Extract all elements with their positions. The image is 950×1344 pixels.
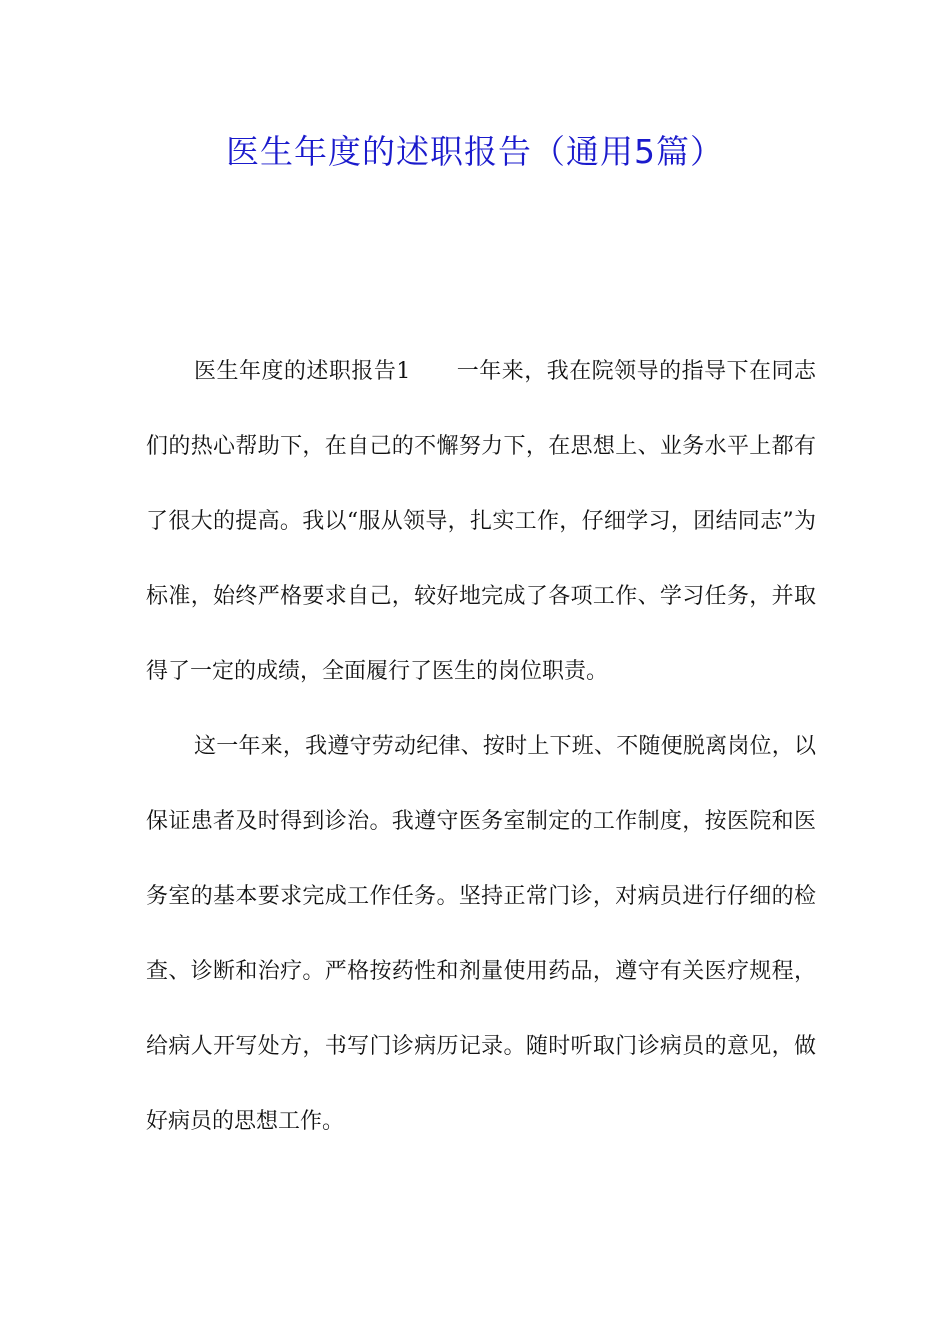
paragraph-1-text: 一年来，我在院领导的指导下在同志们的热心帮助下，在自己的不懈努力下，在思想上、业务水平上都有了很大的提高。我以“服从领导，扎实工作，仔细学习，团结同志”为标准，始终严格要求自己，较好地完成了各项工作、学习任务，并取得了一定的成绩，全面履行了医生的岗位职责。: [146, 359, 816, 684]
document-title: 医生年度的述职报告（通用5篇）: [226, 132, 724, 171]
document-body: [146, 334, 816, 1159]
paragraph-1: [146, 334, 816, 709]
section-heading: 医生年度的述职报告1: [194, 359, 411, 384]
paragraph-2: 这一年来，我遵守劳动纪律、按时上下班、不随便脱离岗位，以保证患者及时得到诊治。我遵守医务室制定的工作制度，按医院和医务室的基本要求完成工作任务。坚持正常门诊，对病员进行仔细的检查、诊断和治疗。严格按药性和剂量使用药品，遵守有关医疗规程，给病人开写处方，书写门诊病历记录。随时听取门诊病员的意见，做好病员的思想工作。: [146, 734, 816, 1134]
